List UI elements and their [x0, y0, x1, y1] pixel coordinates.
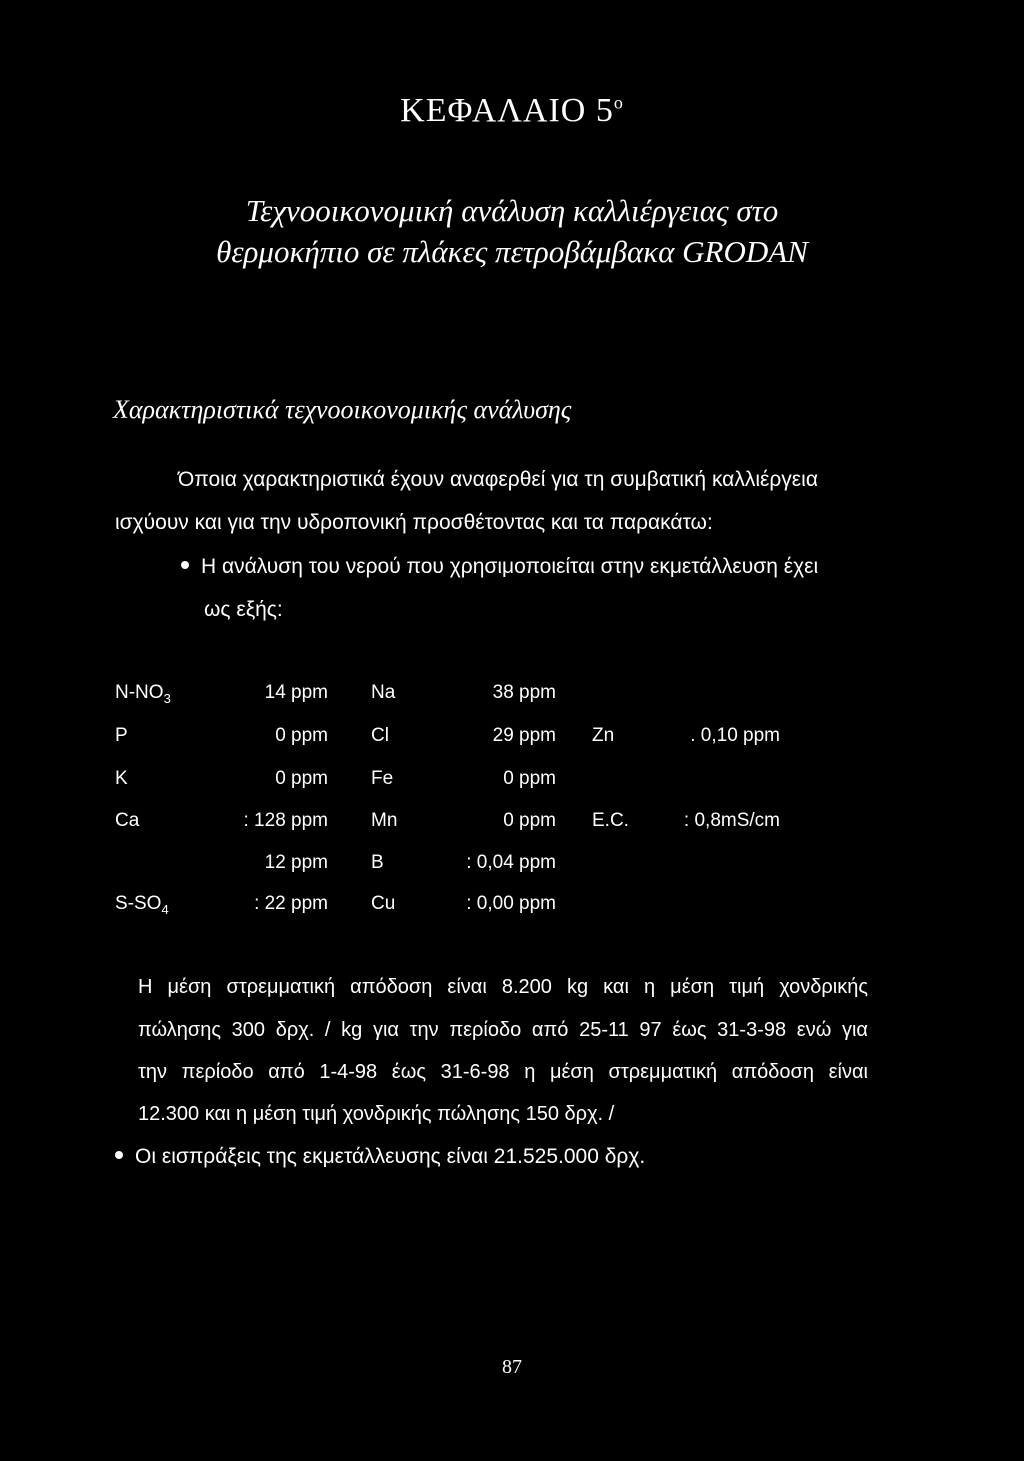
table-cell-value: 14 ppm [264, 682, 328, 703]
table-cell-value: : 0,8mS/cm [683, 810, 780, 831]
page-number: 87 [502, 1356, 522, 1378]
title-line-2: θερμοκήπιο σε πλάκες πετροβάμβακα GRODAN [216, 234, 808, 269]
section-heading: Χαρακτηριστικά τεχνοοικονομικής ανάλυσης [113, 395, 572, 424]
table-cell-value: 38 ppm [492, 682, 556, 703]
table-cell-element: Fe [371, 768, 394, 789]
table-cell-element: $N-NO_3$ [115, 682, 171, 706]
table-cell-value: 29 ppm [492, 725, 556, 746]
table-cell-element: K [115, 768, 128, 789]
yield-line-4: 12.300 και η μέση τιμή χονδρικής πώλησης 150 δρχ. / [138, 1103, 615, 1125]
bullet-water-analysis [181, 555, 818, 579]
table-cell-value: . 0,10 ppm [690, 725, 780, 746]
table-cell-element: Cl [371, 725, 389, 746]
bullet-text-line-1: Η ανάλυση του νερού που χρησιμοποιείται στην εκμετάλλευση έχει [201, 555, 819, 578]
table-cell-element: P [115, 725, 128, 746]
table-cell-value: 0 ppm [275, 725, 328, 746]
table-cell-value: 0 ppm [503, 810, 556, 831]
table-cell-element: $S-SO_4$ [115, 893, 169, 917]
table-cell-element: Na [371, 682, 396, 703]
bullet-text-line-2: ως εξής: [204, 598, 283, 621]
table-cell-value: : 128 ppm [243, 810, 328, 831]
chapter-heading [0, 92, 1024, 130]
yield-line-1: Η μέση στρεμματική απόδοση είναι 8.200 kg και η μέση τιμή χονδρικής [138, 976, 868, 998]
table-cell-element: E.C. [592, 810, 629, 831]
chapter-label: ΚΕΦΑΛΑΙΟ 5 [400, 92, 614, 129]
bullet-revenue [115, 1145, 645, 1169]
chapter-ordinal: ο [613, 92, 624, 113]
table-cell-value: 0 ppm [275, 768, 328, 789]
table-cell-value: 0 ppm [503, 768, 556, 789]
intro-line-2: ισχύουν και για την υδροπονική προσθέτοντας και τα παρακάτω: [115, 511, 713, 534]
title-line-1: Τεχνοοικονομική ανάλυση καλλιέργειας στο [245, 193, 779, 228]
table-cell-element: Cu [371, 893, 396, 914]
table-cell-value: : 0,04 ppm [466, 852, 556, 873]
yield-line-2: πώλησης 300 δρχ. / kg για την περίοδο από 25-11 97 έως 31-3-98 ενώ για [138, 1019, 868, 1041]
intro-line-1: Όποια χαρακτηριστικά έχουν αναφερθεί για τη συμβατική καλλιέργεια [178, 468, 818, 491]
table-cell-element: Zn [592, 725, 615, 746]
yield-line-3: την περίοδο από 1-4-98 έως 31-6-98 η μέση στρεμματική απόδοση είναι [138, 1061, 868, 1083]
bullet-revenue-text: Οι εισπράξεις της εκμετάλλευσης είναι 21.525.000 δρχ. [135, 1145, 646, 1168]
table-cell-value: : 0,00 ppm [466, 893, 556, 914]
bullet-icon [115, 1151, 123, 1159]
bullet-icon [181, 561, 189, 569]
table-cell-element: Ca [115, 810, 140, 831]
table-cell-element: B [371, 852, 384, 873]
table-cell-value: 12 ppm [264, 852, 328, 873]
table-cell-element: Mn [371, 810, 398, 831]
table-cell-value: : 22 ppm [254, 893, 328, 914]
